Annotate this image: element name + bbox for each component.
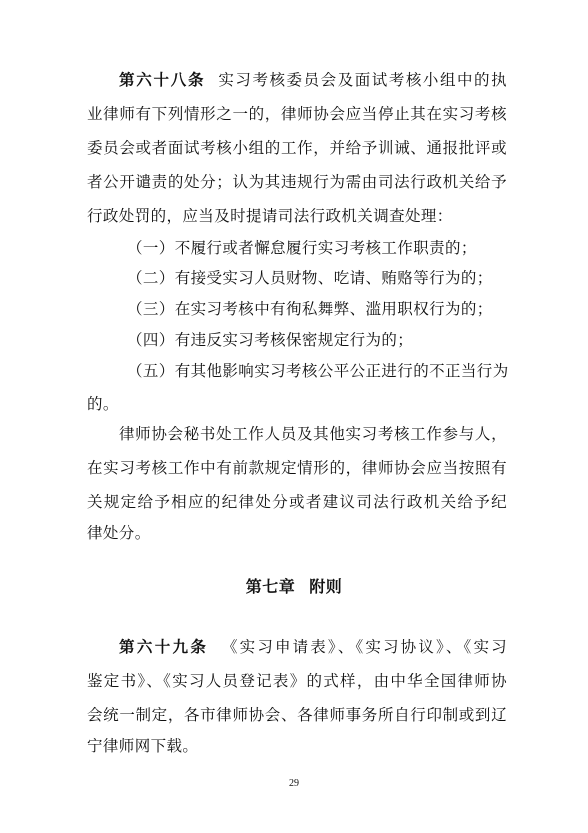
article-68-para2-line: 律师协会秘书处工作人员及其他实习考核工作参与人， [119, 425, 507, 443]
page-number: 29 [289, 778, 299, 789]
article-68-item: （四）有违反实习考核保密规定行为的； [127, 331, 414, 349]
article-68-para2-line: 在实习考核工作中有前款规定情形的，律师协会应当按照有 [87, 459, 507, 477]
article-68-item: （一）不履行或者懈怠履行实习考核工作职责的； [127, 239, 477, 257]
article-68-para2-line: 律处分。 [87, 524, 151, 542]
chapter-heading [0, 577, 588, 597]
article-69-text-line: 宁律师网下载。 [87, 737, 199, 755]
article-68-title: 第六十八条 [119, 71, 206, 89]
article-69-text-line: 会统一制定，各市律师协会、各律师事务所自行印制或到辽 [87, 706, 507, 724]
article-68-item: （三）在实习考核中有徇私舞弊、滥用职权行为的； [127, 300, 493, 318]
article-68-text-line: 行政处罚的，应当及时提请司法行政机关调查处理： [87, 207, 453, 225]
article-69-first-line [119, 637, 507, 657]
article-68-item: （五）有其他影响实习考核公平公正进行的不正当行为 [127, 362, 509, 380]
article-69-text-line: 鉴定书》、《实习人员登记表》的式样，由中华全国律师协 [87, 672, 507, 690]
article-68-item-tail: 的。 [87, 395, 119, 413]
article-68-first-line [119, 70, 507, 90]
article-68-item: （二）有接受实习人员财物、吃请、贿赂等行为的； [127, 269, 493, 287]
article-68-text-line: 实习考核委员会及面试考核小组中的执 [217, 71, 507, 89]
chapter-number: 第七章 [245, 577, 296, 596]
chapter-name: 附则 [309, 577, 343, 596]
article-69-title: 第六十九条 [119, 638, 209, 656]
article-68-text-line: 者公开谴责的处分；认为其违规行为需由司法行政机关给予 [87, 173, 507, 191]
article-68-text-line: 委员会或者面试考核小组的工作，并给予训诫、通报批评或 [87, 139, 507, 157]
article-68-text-line: 业律师有下列情形之一的，律师协会应当停止其在实习考核 [87, 105, 507, 123]
article-68-para2-line: 关规定给予相应的纪律处分或者建议司法行政机关给予纪 [87, 493, 507, 511]
article-69-text-line: 《实习申请表》、《实习协议》、《实习 [220, 638, 507, 656]
